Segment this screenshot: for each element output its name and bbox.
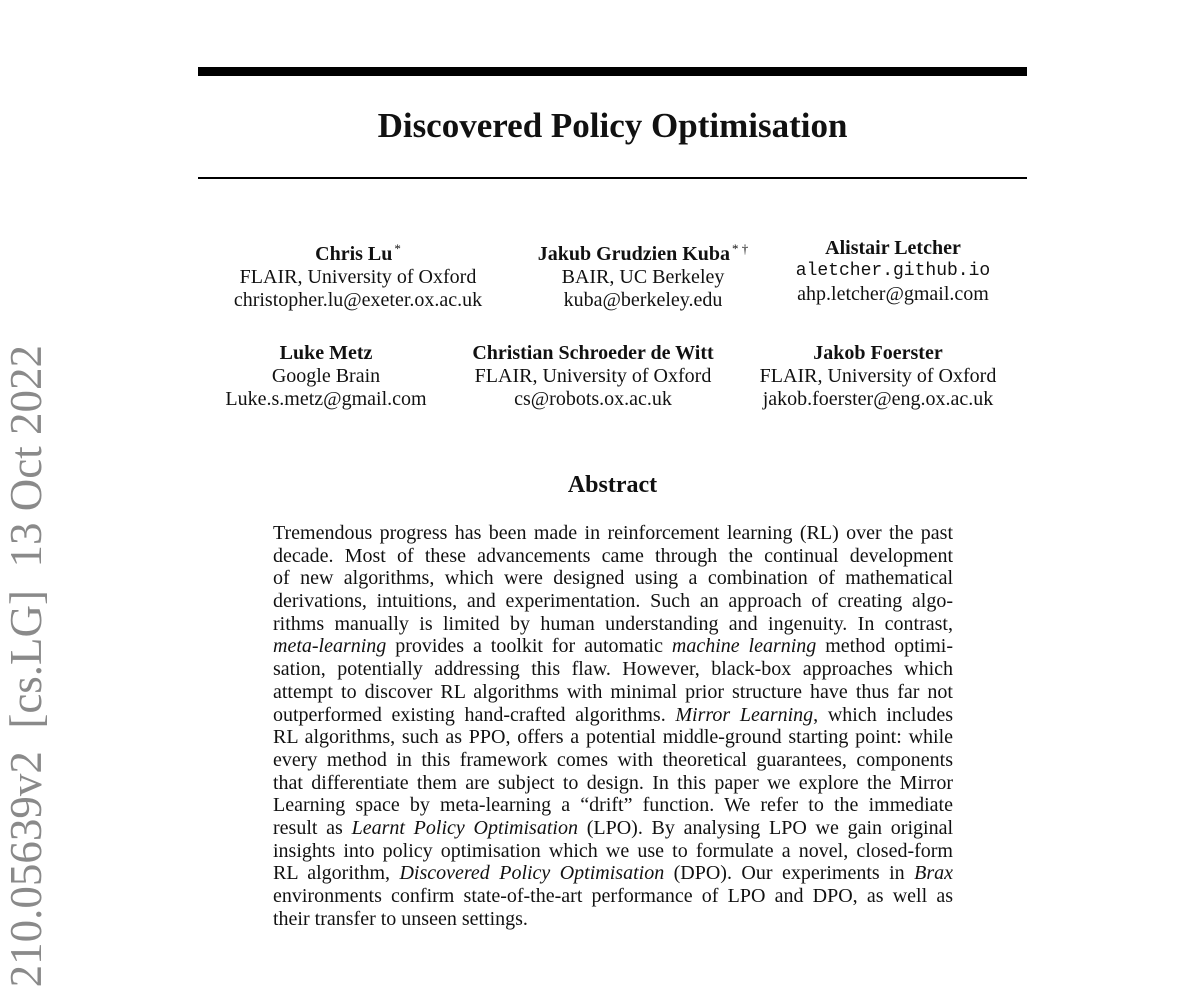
abstract-italic-text: Discovered Policy Optimisation <box>399 862 665 885</box>
abstract-body <box>273 522 953 930</box>
title-top-rule <box>198 67 1027 76</box>
abstract-text: environments confirm state-of-the-art performance of LPO and DPO, as well as <box>273 885 953 907</box>
author-block <box>472 342 713 411</box>
paper-title: Discovered Policy Optimisation <box>377 106 848 145</box>
abstract-italic-text: machine learning <box>671 635 817 658</box>
title-bottom-rule <box>198 177 1027 179</box>
abstract-italic-text: meta-learning <box>273 635 387 658</box>
author-email: Luke.s.metz@gmail.com <box>225 388 427 410</box>
author-website: aletcher.github.io <box>795 261 991 281</box>
abstract-line <box>273 681 953 704</box>
author-affiliation: BAIR, UC Berkeley <box>561 266 725 288</box>
author-footnote-mark: * † <box>732 241 749 256</box>
abstract-text: decade. Most of these advancements came through the continual development <box>273 544 953 567</box>
abstract-line <box>273 658 953 681</box>
author-email: cs@robots.ox.ac.uk <box>514 388 672 410</box>
author-affiliation: FLAIR, University of Oxford <box>239 266 477 288</box>
abstract-text: , which includes <box>813 703 953 726</box>
abstract-text: their transfer to unseen settings. <box>273 907 528 930</box>
author-name: Alistair Letcher <box>825 237 961 259</box>
abstract-line <box>273 749 953 772</box>
abstract-line <box>273 635 953 658</box>
author-name: Jakub Grudzien Kuba * † <box>537 241 749 265</box>
author-affiliation: Google Brain <box>271 365 381 387</box>
abstract-line <box>273 817 953 840</box>
abstract-text: outperformed existing hand-crafted algorithms. <box>273 703 676 726</box>
abstract-line <box>273 704 953 727</box>
abstract-text: sation, potentially addressing this flaw. However, black-box approaches which <box>273 658 953 681</box>
abstract-italic-text: Brax <box>914 862 954 885</box>
abstract-text: (DPO). Our experiments in <box>664 862 915 885</box>
abstract-italic-text: Mirror Learning <box>675 703 814 726</box>
author-block <box>796 237 990 306</box>
author-block <box>225 342 426 411</box>
abstract-text: method optimi- <box>816 635 953 658</box>
abstract-text: every method in this framework comes with theoretical guarantees, components <box>273 748 953 771</box>
abstract-text: (LPO). By analysing LPO we gain original <box>577 816 954 839</box>
abstract-text: of new algorithms, which were designed using a combination of mathematical <box>273 567 953 590</box>
abstract-heading: Abstract <box>567 472 658 498</box>
author-footnote-mark: * <box>394 241 401 256</box>
abstract-text: Learning space by meta-learning a “drift” function. We refer to the immediate <box>273 794 953 817</box>
abstract-text: derivations, intuitions, and experimentation. Such an approach of creating algo- <box>273 590 953 613</box>
author-block <box>234 237 482 312</box>
abstract-line <box>273 590 953 613</box>
abstract-line <box>273 522 953 545</box>
author-email: jakob.foerster@eng.ox.ac.uk <box>762 388 994 410</box>
abstract-text: result as <box>273 816 352 839</box>
abstract-line <box>273 726 953 749</box>
arxiv-identifier-text: 210.05639v2 [cs.LG] 13 Oct 2022 <box>1 345 51 987</box>
author-name: Christian Schroeder de Witt <box>472 342 714 364</box>
arxiv-identifier-stamp <box>0 345 52 987</box>
author-email: kuba@berkeley.edu <box>563 289 723 311</box>
author-name: Chris Lu * <box>315 241 401 265</box>
author-affiliation: FLAIR, University of Oxford <box>759 365 997 387</box>
abstract-text: RL algorithm, <box>273 862 400 885</box>
author-name: Jakob Foerster <box>813 342 943 364</box>
author-block <box>760 342 997 411</box>
abstract-text: Tremendous progress has been made in reinforcement learning (RL) over the past <box>273 522 953 544</box>
abstract-line <box>273 772 953 795</box>
abstract-text: that differentiate them are subject to design. In this paper we explore the Mirror <box>273 771 953 794</box>
abstract-text: attempt to discover RL algorithms with minimal prior structure have thus far not <box>273 680 953 703</box>
author-email: christopher.lu@exeter.ox.ac.uk <box>233 289 483 311</box>
abstract-line <box>273 885 953 908</box>
abstract-line <box>273 567 953 590</box>
abstract-italic-text: Learnt Policy Optimisation <box>351 816 578 839</box>
abstract-line <box>273 840 953 863</box>
abstract-line <box>273 545 953 568</box>
abstract-line <box>273 613 953 636</box>
abstract-text: insights into policy optimisation which we use to formulate a novel, closed-form <box>273 839 953 862</box>
abstract-line <box>273 862 953 885</box>
abstract-text: RL algorithms, such as PPO, offers a potential middle-ground starting point: while <box>273 726 953 749</box>
author-name: Luke Metz <box>279 342 373 364</box>
abstract-line <box>273 794 953 817</box>
author-affiliation: FLAIR, University of Oxford <box>474 365 712 387</box>
abstract-text: rithms manually is limited by human understanding and ingenuity. In contrast, <box>273 612 953 635</box>
abstract-line <box>273 908 953 931</box>
abstract-text: provides a toolkit for automatic <box>386 635 672 658</box>
author-block <box>538 237 749 312</box>
author-email: ahp.letcher@gmail.com <box>797 283 989 305</box>
